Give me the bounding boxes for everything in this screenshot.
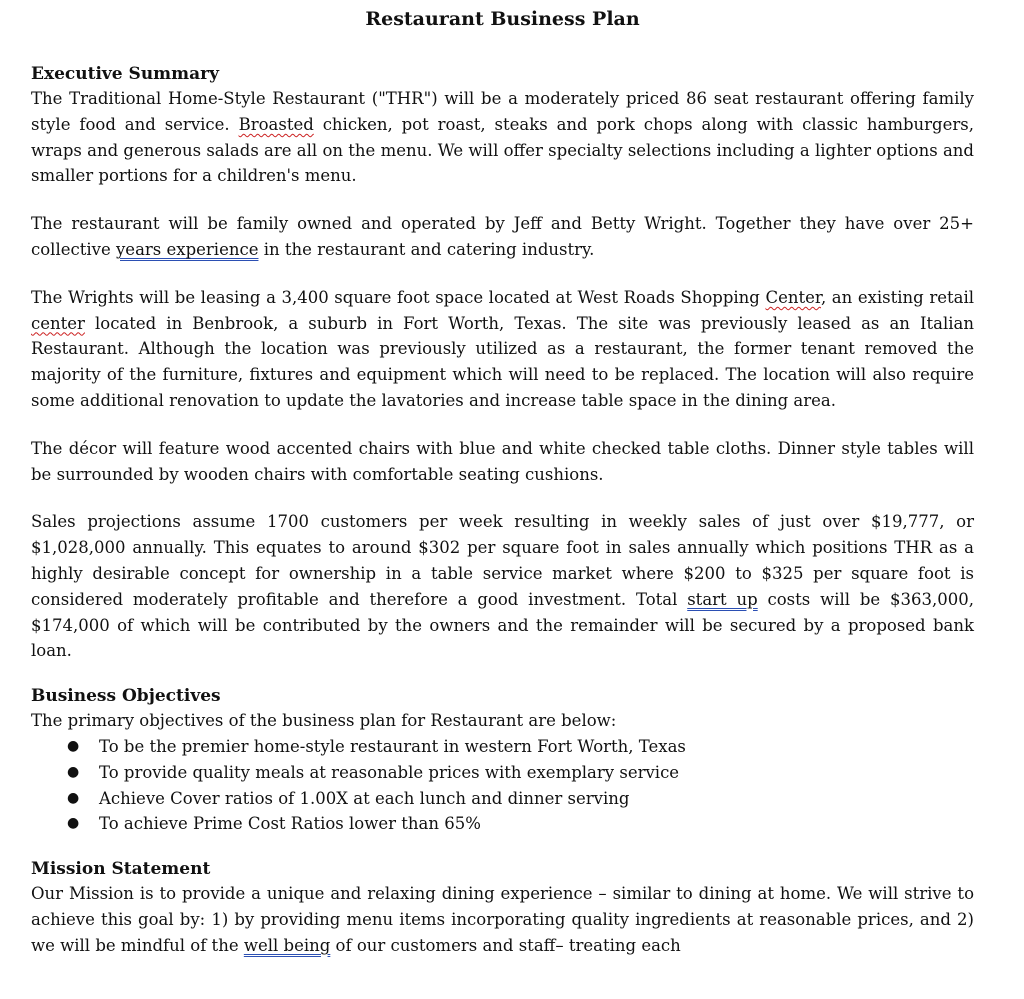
list-item	[67, 734, 974, 760]
executive-summary-paragraph-2	[31, 211, 974, 263]
list-item-text: To be the premier home-style restaurant in western Fort Worth, Texas	[99, 736, 686, 756]
list-item-text: To achieve Prime Cost Ratios lower than 65%	[99, 814, 481, 834]
executive-summary-paragraph-1	[31, 86, 974, 189]
text-run: Our Mission is to provide a unique and relaxing dining experience – similar to dining at home. We will strive to achieve this goal by: 1) by providing menu items incorporating quality ingredients at reasonable prices, and 2) we will be mindful of the	[31, 884, 974, 955]
text-run: Sales projections assume 1700 customers per week resulting in weekly sales of just over $19,777, or $1,028,000 annually. This equates to around $302 per square foot in sales annually which positions THR as a highly desirable concept for ownership in a table service market where $200 to $325 per square foot is considered moderately profitable and therefore a good investment. Total	[31, 512, 974, 609]
executive-summary-paragraph-5	[31, 509, 974, 664]
grammar-flag[interactable]: years experience	[115, 239, 259, 259]
text-run: of our customers and staff– treating each	[330, 935, 681, 955]
business-objectives-list	[31, 734, 974, 837]
executive-summary-paragraph-4: The décor will feature wood accented chairs with blue and white checked table cloths. Dinner style tables will be surrounded by wooden chairs with comfortable seating cushions.	[31, 438, 974, 484]
bullet-icon: ●	[67, 737, 80, 754]
spelling-flag[interactable]: center	[31, 313, 85, 333]
spelling-flag[interactable]: Center	[765, 287, 821, 307]
bullet-icon: ●	[67, 815, 80, 832]
mission-statement-paragraph	[31, 881, 974, 958]
text-run: located in Benbrook, a suburb in Fort Worth, Texas. The site was previously leased as an Italian Restaurant. Although the location was previously utilized as a restaurant, the former tenant removed the majority of the furniture, fixtures and equipment which will need to be replaced. The location will also require some additional renovation to update the lavatories and increase table space in the dining area.	[31, 313, 974, 410]
text-run: in the restaurant and catering industry.	[258, 239, 595, 259]
list-item-text: To provide quality meals at reasonable prices with exemplary service	[99, 762, 680, 782]
business-objectives-intro: The primary objectives of the business plan for Restaurant are below:	[31, 711, 617, 731]
list-item	[67, 760, 974, 786]
executive-summary-heading: Executive Summary	[31, 64, 220, 84]
text-run: The Wrights will be leasing a 3,400 square foot space located at West Roads Shopping	[31, 287, 766, 307]
text-run: chicken, pot roast, steaks and pork chops along with classic hamburgers, wraps and generous salads are all on the menu. We will offer specialty selections including a lighter options and smaller portions for a children's menu.	[31, 114, 974, 186]
list-item-text: Achieve Cover ratios of 1.00X at each lunch and dinner serving	[99, 788, 630, 808]
text-run: costs will be $363,000, $174,000 of which will be contributed by the owners and the remainder will be secured by a proposed bank loan.	[31, 589, 974, 661]
business-objectives-heading: Business Objectives	[31, 686, 221, 707]
grammar-flag[interactable]: well being	[243, 935, 331, 955]
bullet-icon: ●	[67, 789, 80, 806]
spelling-flag[interactable]: Broasted	[238, 114, 314, 134]
bullet-icon: ●	[67, 763, 80, 780]
list-item	[67, 786, 974, 812]
text-run: , an existing retail	[820, 287, 974, 307]
document-title: Restaurant Business Plan	[365, 8, 640, 30]
list-item	[67, 811, 974, 837]
mission-statement-heading: Mission Statement	[31, 859, 211, 880]
text-run: The restaurant will be family owned and operated by Jeff and Betty Wright. Together they have over 25+ collective	[31, 214, 974, 259]
executive-summary-paragraph-3	[31, 285, 974, 414]
text-run: The Traditional Home-Style Restaurant ("THR") will be a moderately priced 86 seat restaurant offering family style food and service.	[31, 89, 974, 134]
grammar-flag[interactable]: start up	[687, 589, 758, 609]
